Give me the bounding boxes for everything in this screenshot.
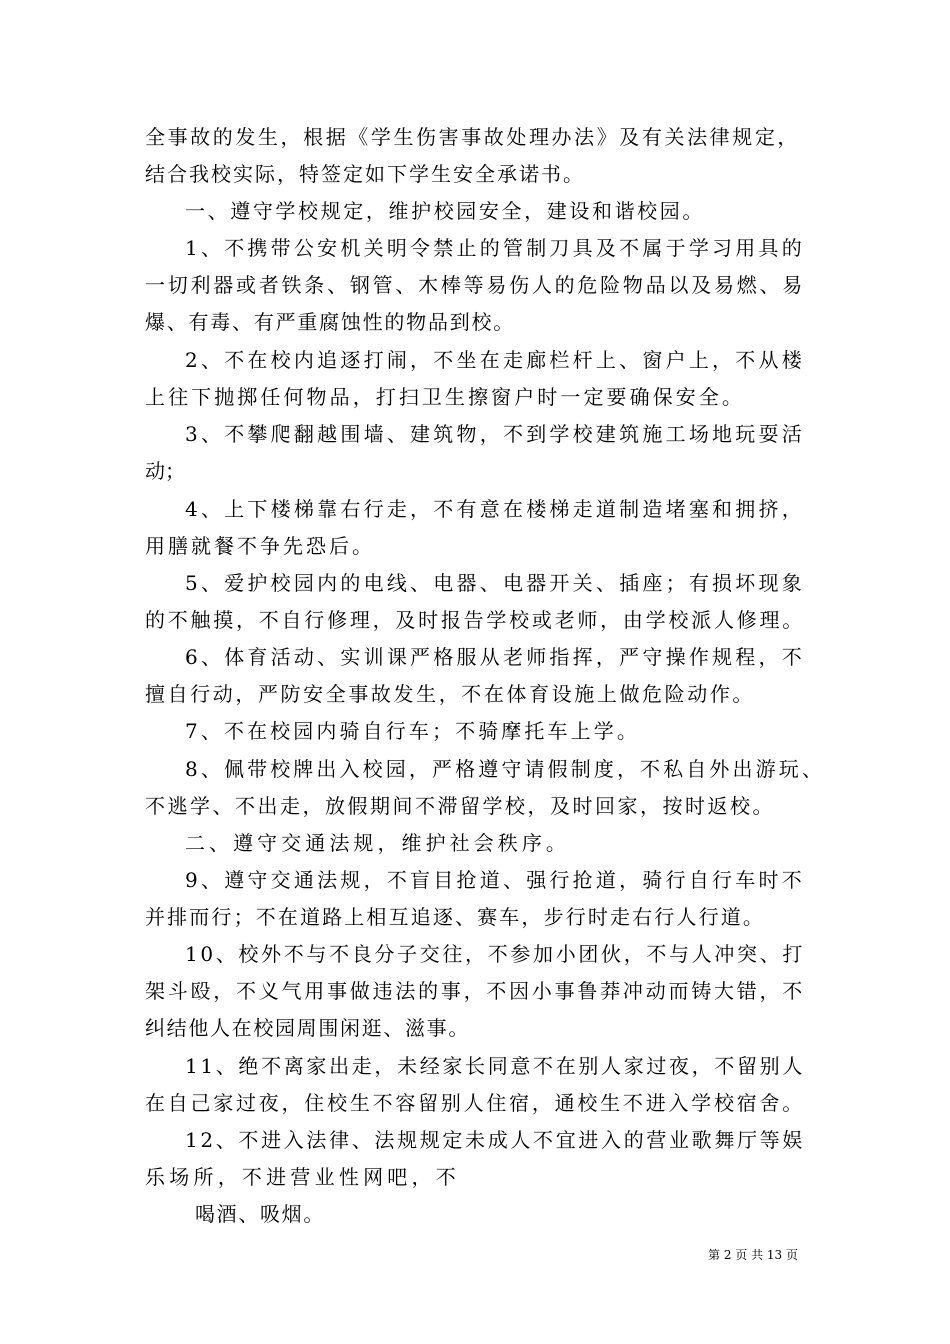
text-line-14: 的不触摸，不自行修理，及时报告学校或老师，由学校派人修理。	[145, 608, 805, 632]
text-line-22: 并排而行；不在道路上相互追逐、赛车，步行时走右行人行道。	[145, 905, 765, 929]
text-line-11: 4、上下楼梯靠右行走，不有意在楼梯走道制造堵塞和拥挤，	[185, 497, 805, 521]
text-line-18: 8、佩带校牌出入校园，严格遵守请假制度，不私自外出游玩、	[185, 757, 825, 781]
text-line-8: 上往下抛掷任何物品，打扫卫生擦窗户时一定要确保安全。	[145, 385, 745, 409]
text-line-26: 11、绝不离家出走，未经家长同意不在别人家过夜，不留别人	[185, 1054, 805, 1078]
text-line-6: 爆、有毒、有严重腐蚀性的物品到校。	[145, 310, 515, 334]
text-line-5: 一切利器或者铁条、钢管、木棒等易伤人的危险物品以及易燃、易	[145, 273, 805, 297]
text-line-25: 纠结他人在校园周围闲逛、滋事。	[145, 1016, 470, 1040]
text-line-7: 2、不在校内追逐打闹，不坐在走廊栏杆上、窗户上，不从楼	[185, 348, 805, 372]
text-line-15: 6、体育活动、实训课严格服从老师指挥，严守操作规程，不	[185, 645, 805, 669]
text-line-24: 架斗殴，不义气用事做违法的事，不因小事鲁莽冲动而铸大错，不	[145, 979, 805, 1003]
page-number: 第 2 页 共 13 页	[708, 1248, 798, 1262]
text-line-4: 1、不携带公安机关明令禁止的管制刀具及不属于学习用具的	[185, 236, 805, 260]
text-line-2: 结合我校实际，特签定如下学生安全承诺书。	[145, 162, 585, 186]
text-line-28: 12、不进入法律、法规规定未成人不宜进入的营业歌舞厅等娱	[185, 1128, 805, 1152]
text-line-10: 动；	[145, 459, 185, 483]
text-line-1: 全事故的发生，根据《学生伤害事故处理办法》及有关法律规定，	[145, 125, 800, 149]
text-line-13: 5、爱护校园内的电线、电器、电器开关、插座；有损坏现象	[185, 571, 805, 595]
text-line-30: 喝酒、吸烟。	[195, 1202, 325, 1226]
text-line-21: 9、遵守交通法规，不盲目抢道、强行抢道，骑行自行车时不	[185, 868, 805, 892]
text-line-23: 10、校外不与不良分子交往，不参加小团伙，不与人冲突、打	[185, 942, 805, 966]
text-line-17: 7、不在校园内骑自行车；不骑摩托车上学。	[185, 719, 640, 743]
text-line-9: 3、不攀爬翻越围墙、建筑物，不到学校建筑施工场地玩耍活	[185, 422, 805, 446]
text-line-12: 用膳就餐不争先恐后。	[145, 534, 375, 558]
section-heading-1: 一、遵守学校规定，维护校园安全，建设和谐校园。	[185, 199, 705, 223]
text-line-19: 不逃学、不出走，放假期间不滞留学校，及时回家，按时返校。	[145, 794, 775, 818]
text-line-27: 在自己家过夜，住校生不容留别人住宿，通校生不进入学校宿舍。	[145, 1091, 805, 1115]
section-heading-2: 二、遵守交通法规，维护社会秩序。	[185, 831, 570, 855]
text-line-29: 乐场所，不进营业性网吧，不	[145, 1165, 460, 1189]
text-line-16: 擅自行动，严防安全事故发生，不在体育设施上做危险动作。	[145, 682, 755, 706]
